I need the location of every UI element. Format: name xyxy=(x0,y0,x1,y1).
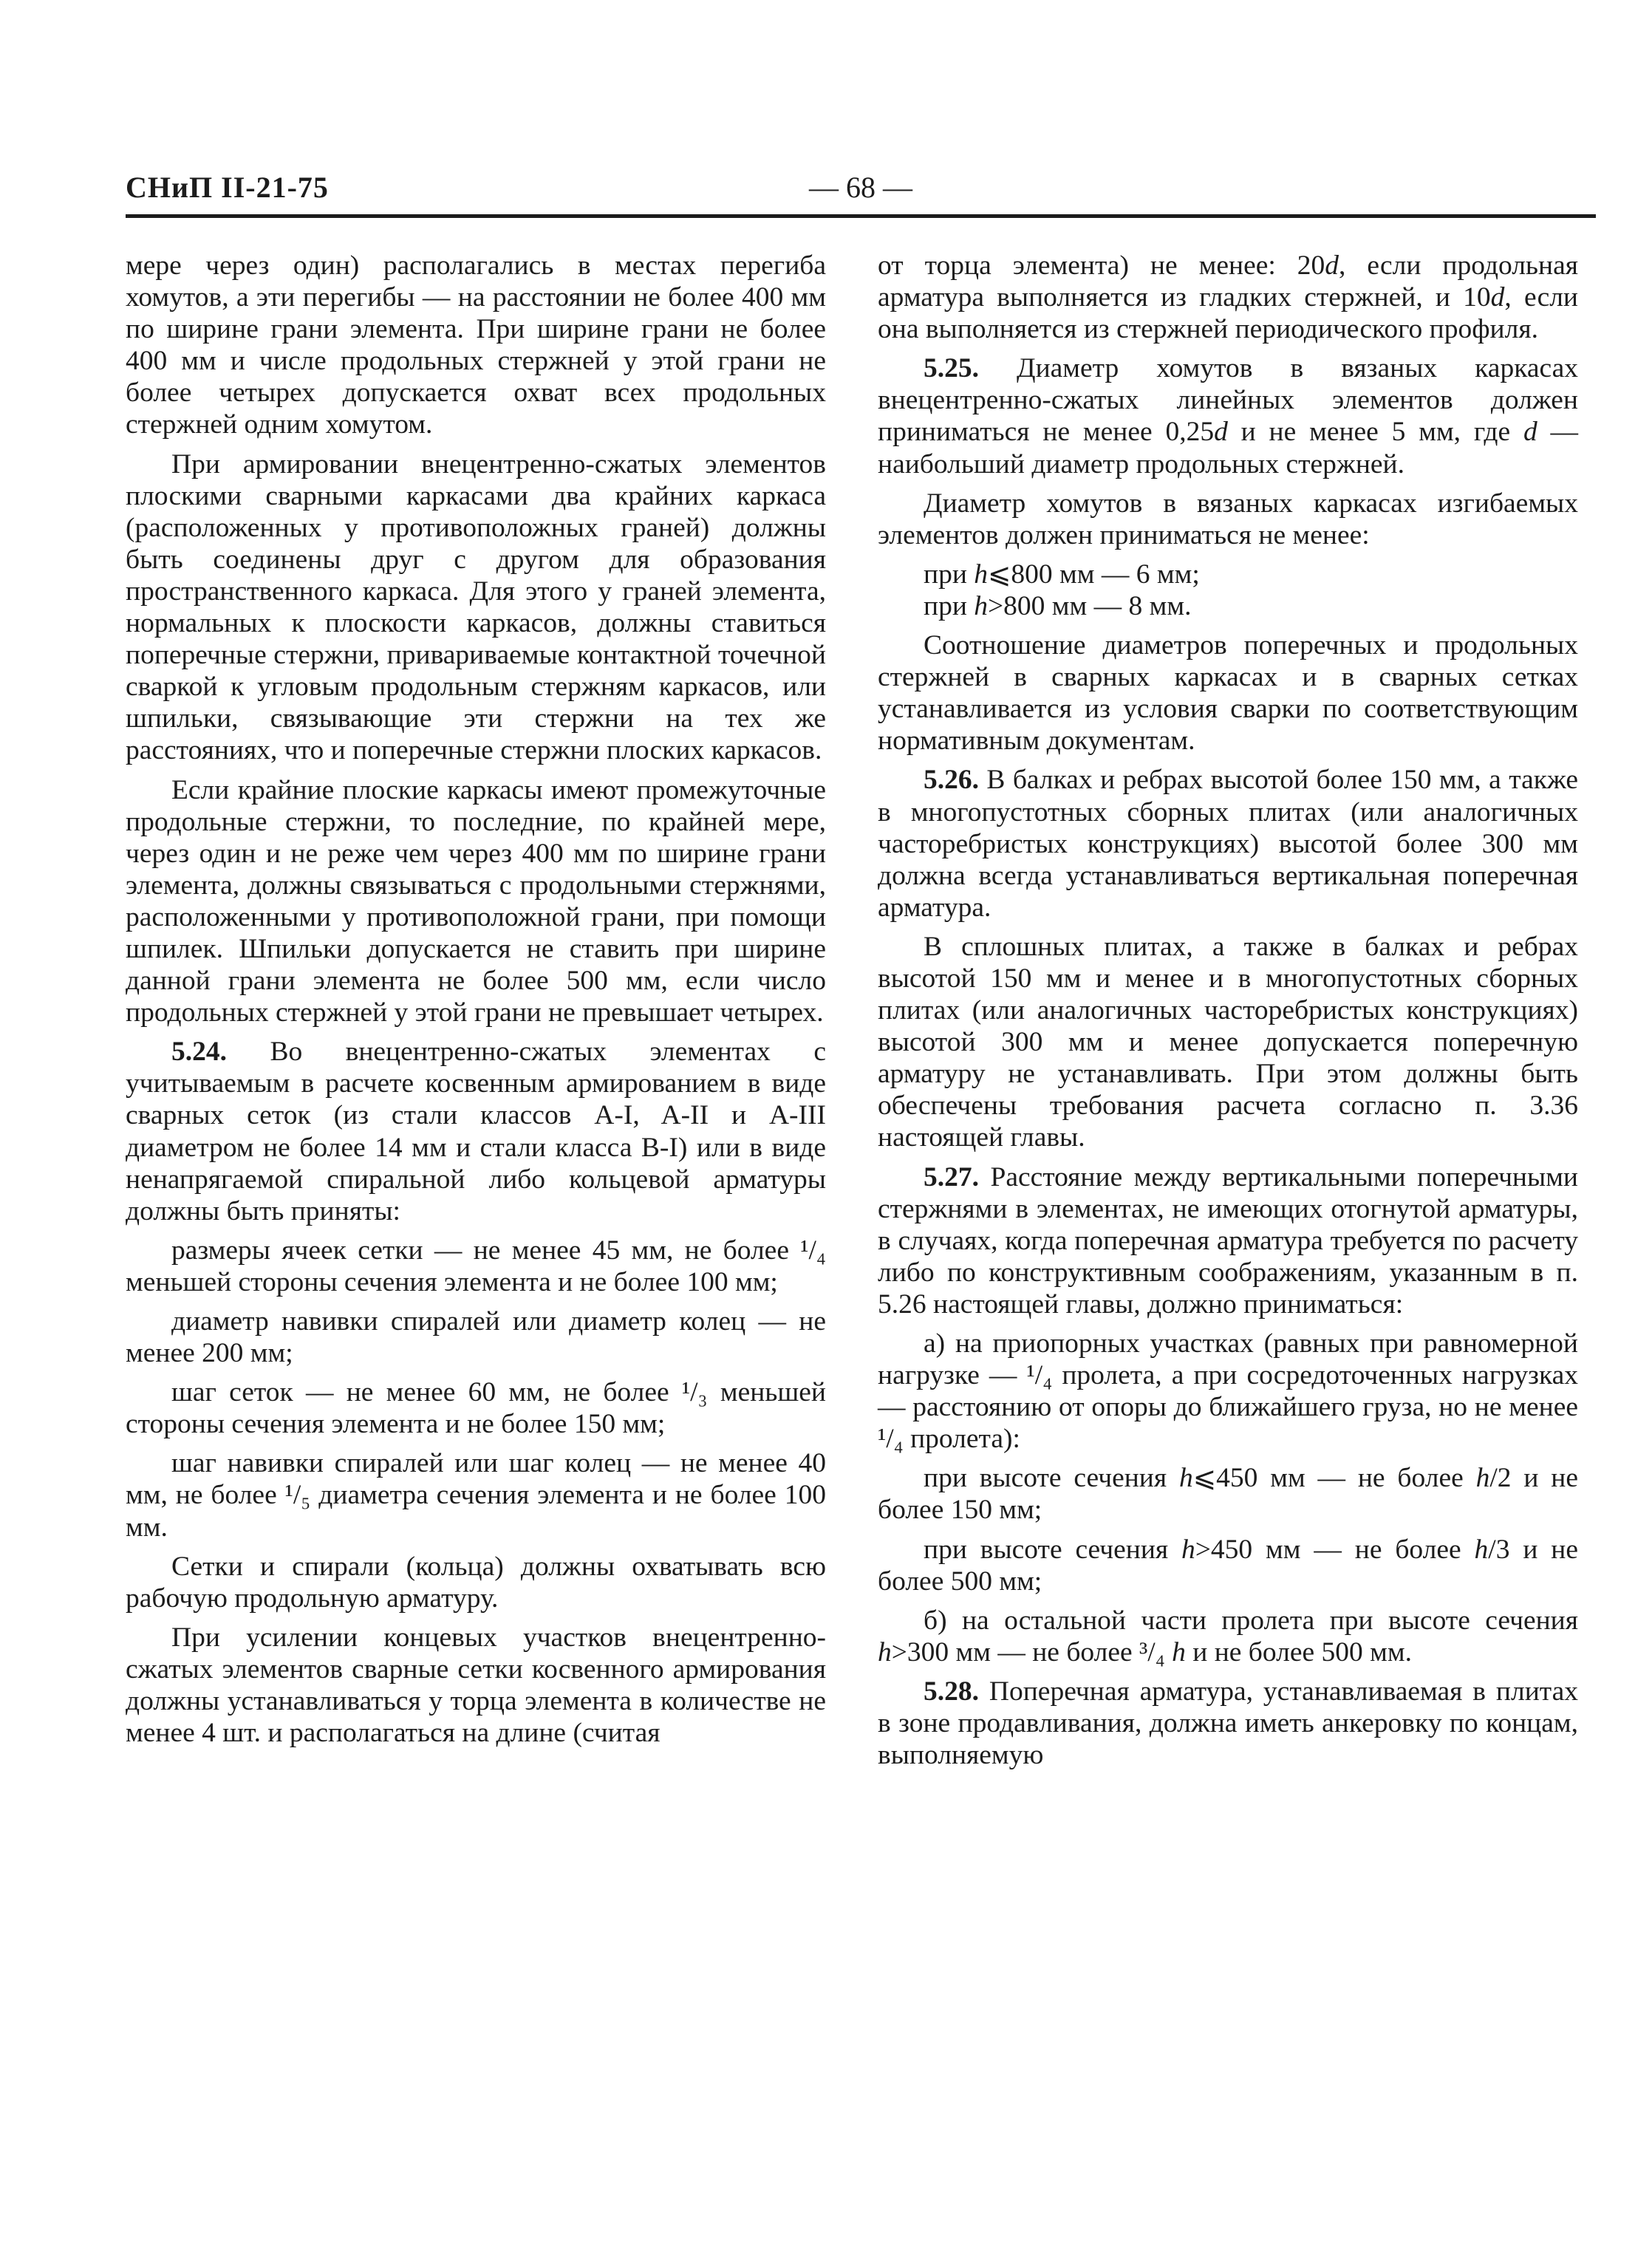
text: от торца элемента) не менее: 20 xyxy=(878,250,1325,281)
symbol-h: h xyxy=(1474,1534,1489,1565)
text: — наибольший диаметр продольных стержней. xyxy=(878,417,1579,479)
text: , если продольная арматура выполняется из гладких стержней, и 10 xyxy=(878,250,1578,313)
text: >300 мм — не более ³/₄ xyxy=(891,1636,1173,1668)
text: ⩽800 мм — 6 мм; xyxy=(988,559,1200,590)
text: б) на остальной части пролета при высоте сечения xyxy=(924,1605,1578,1636)
paragraph-5-24 xyxy=(126,1036,826,1227)
paragraph: шаг сеток — не менее 60 мм, не более ¹/₃ меньшей стороны сечения элемента и не более 150 мм; xyxy=(126,1377,826,1440)
paragraph: При армировании внецентренно-сжатых элементов плоскими сварными каркасами два крайних каркаса (расположенных у противоположных граней) должны быть соединены друг с другом для образования пространственного каркаса. Для этого у граней элемента, нормальных к плоскости каркасов, должны ставиться поперечные стержни, привариваемые контактной точечной сваркой к угловым продольным стержням каркасов, или шпильки, связывающие эти стержни на тех же расстояниях, что и поперечные стержни плоских каркасов. xyxy=(126,448,826,766)
paragraph: Соотношение диаметров поперечных и продольных стержней в сварных каркасах и в сварных сетках устанавливается из условия сварки по соответствующим нормативным документам. xyxy=(878,630,1578,757)
text: и не менее 5 мм, где xyxy=(1227,417,1523,448)
text: при высоте сечения xyxy=(924,1534,1182,1565)
text: при xyxy=(924,590,975,621)
symbol-d: d xyxy=(1523,417,1537,448)
text: при xyxy=(924,559,975,590)
paragraph xyxy=(878,1462,1578,1526)
text: Поперечная арматура, устанавливаемая в плитах в зоне продавливания, должна иметь анкеровку по концам, выполняемую xyxy=(878,1676,1578,1771)
paragraph: Диаметр хомутов в вязаных каркасах изгибаемых элементов должен приниматься не менее: xyxy=(878,488,1578,550)
paragraph: В сплошных плитах, а также в балках и ребрах высотой 150 мм и менее и в многопустотных сборных плитах (или аналогичных часторебристых конструкциях) высотой 300 мм и менее допускается поперечную арматуру не устанавливать. При этом должны быть обеспечены требования расчета согласно п. 3.36 настоящей главы. xyxy=(878,931,1578,1153)
section-number: 5.25. xyxy=(924,353,979,384)
text: В балках и ребрах высотой более 150 мм, а также в многопустотных сборных плитах (или аналогичных часторебристых конструкциях) высотой более 300 мм должна всегда устанавливаться вертикальная поперечная арматура. xyxy=(878,765,1578,923)
header-rule xyxy=(126,214,1596,218)
text: ⩽450 мм — не более xyxy=(1192,1463,1476,1494)
text: Диаметр хомутов в вязаных каркасах внецентренно-сжатых линейных элементов должен приниматься не менее 0,25 xyxy=(878,353,1578,448)
page-number: — 68 — xyxy=(809,171,912,204)
paragraph xyxy=(878,1534,1578,1597)
symbol-h: h xyxy=(1178,1463,1193,1494)
page-header xyxy=(126,163,1596,211)
paragraph: Сетки и спирали (кольца) должны охватывать всю рабочую продольную арматуру. xyxy=(126,1551,826,1614)
paragraph: шаг навивки спиралей или шаг колец — не менее 40 мм, не более ¹/₅ диаметра сечения элемента и не более 100 мм. xyxy=(126,1448,826,1543)
paragraph xyxy=(878,559,1578,590)
paragraph: диаметр навивки спиралей или диаметр колец — не менее 200 мм; xyxy=(126,1306,826,1369)
symbol-d: d xyxy=(1490,282,1505,313)
symbol-h: h xyxy=(878,1636,892,1668)
paragraph xyxy=(878,250,1578,345)
section-number: 5.24. xyxy=(171,1037,227,1068)
paragraph-5-28 xyxy=(878,1676,1578,1771)
paragraph: При усилении концевых участков внецентренно-сжатых элементов сварные сетки косвенного армирования должны устанавливаться у торца элемента в количестве не менее 4 шт. и располагаться на длине (считая xyxy=(126,1622,826,1749)
symbol-h: h xyxy=(1181,1534,1195,1565)
text: /2 и не более 150 мм; xyxy=(878,1463,1578,1526)
text: >800 мм — 8 мм. xyxy=(988,590,1192,621)
section-number: 5.27. xyxy=(924,1161,979,1192)
document-code: СНиП II-21-75 xyxy=(126,171,329,204)
paragraph xyxy=(878,1605,1578,1668)
paragraph: мере через один) располагались в местах перегиба хомутов, а эти перегибы — на расстоянии не более 400 мм по ширине грани элемента. При ширине грани не более 400 мм и числе продольных стержней у этой грани не более четырех допускается охват всех продольных стержней одним хомутом. xyxy=(126,250,826,440)
section-number: 5.28. xyxy=(924,1676,979,1707)
text: и не более 500 мм. xyxy=(1185,1636,1412,1668)
section-number: 5.26. xyxy=(924,765,979,796)
text: , если она выполняется из стержней периодического профиля. xyxy=(878,282,1578,345)
text: /3 и не более 500 мм; xyxy=(878,1534,1578,1597)
paragraph xyxy=(878,590,1578,622)
paragraph-5-26 xyxy=(878,764,1578,923)
symbol-d: d xyxy=(1214,417,1228,448)
paragraph: размеры ячеек сетки — не менее 45 мм, не более ¹/₄ меньшей стороны сечения элемента и не более 100 мм; xyxy=(126,1235,826,1297)
paragraph-text: Во внецентренно-сжатых элементах с учитываемым в расчете косвенным армированием в виде сварных сеток (из стали классов A-I, A-II и A-III диаметром не более 14 мм и стали класса B-I) или в виде ненапрягаемой спиральной либо кольцевой арматуры должны быть приняты: xyxy=(126,1037,826,1226)
symbol-h: h xyxy=(1172,1636,1186,1668)
symbol-h: h xyxy=(1475,1463,1490,1494)
text: >450 мм — не более xyxy=(1195,1534,1475,1565)
paragraph: а) на приопорных участках (равных при равномерной нагрузке — ¹/₄ пролета, а при сосредоточенных нагрузках — расстоянию от опоры до ближайшего груза, но не менее ¹/₄ пролета): xyxy=(878,1328,1578,1455)
symbol-h: h xyxy=(974,590,989,621)
paragraph: Если крайние плоские каркасы имеют промежуточные продольные стержни, то последние, по крайней мере, через один и не реже чем через 400 мм по ширине грани элемента, должны связываться с продольными стержнями, расположенными у противоположной грани, при помощи шпилек. Шпильки допускается не ставить при ширине данной грани элемента не более 500 мм, если число продольных стержней у этой грани не превышает четырех. xyxy=(126,774,826,1028)
symbol-d: d xyxy=(1325,250,1339,281)
left-column xyxy=(126,250,826,1749)
right-column xyxy=(878,250,1578,1771)
symbol-h: h xyxy=(974,559,989,590)
paragraph-5-25 xyxy=(878,352,1578,479)
paragraph-5-27 xyxy=(878,1161,1578,1320)
text: Расстояние между вертикальными поперечными стержнями в элементах, не имеющих отогнутой арматуры, в случаях, когда поперечная арматура требуется по расчету либо по конструктивным соображениям, указанным в п. 5.26 настоящей главы, должно приниматься: xyxy=(878,1161,1578,1320)
text: при высоте сечения xyxy=(924,1463,1179,1494)
